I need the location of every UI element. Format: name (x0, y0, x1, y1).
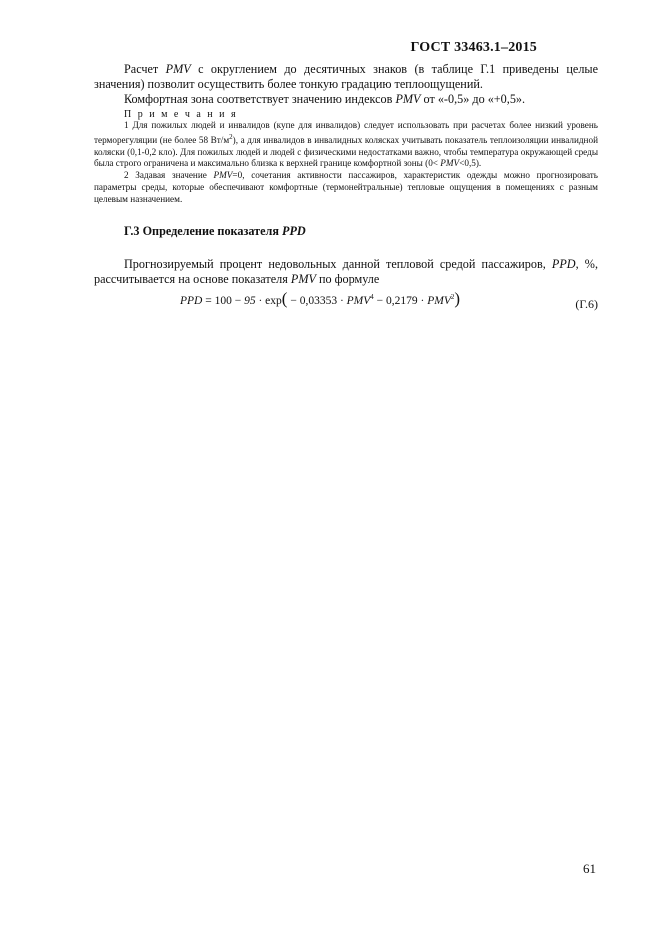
section-heading: Г.3 Определение показателя PPD (124, 223, 306, 238)
note-2: 2 Задавая значение PMV=0, сочетания активности пассажиров, характеристик одежды можно прогнозировать параметры среды, которые обеспечивают комфортные (термонейтральные) тепловые ощущения в помещениях с разным целевым назначением. (94, 170, 599, 204)
notes-title: П р и м е ч а н и я (124, 109, 238, 120)
paragraph-ppd: Прогнозируемый процент недовольных данной тепловой средой пассажиров, PPD, %, рассчитывается на основе показателя PMV по формуле (94, 256, 598, 286)
paragraph-comfort-zone: Комфортная зона соответствует значению индексов PMV от «-0,5» до «+0,5». (124, 92, 526, 106)
page-number: 61 (583, 861, 596, 876)
body-text (94, 62, 598, 309)
formula-ppd: PPD = $100 - 95 \cdot \exp( - 0,03353 \cdot PMV^4 - 0,2179 \cdot PMV^2)$ (180, 288, 461, 308)
formula-row (94, 287, 598, 309)
formula-number: (Г.6) (575, 296, 598, 311)
document-header: ГОСТ 33463.1–2015 (410, 40, 537, 55)
paragraph-pmv-rounding: Расчет PMV с округлением до десятичных знаков (в таблице Г.1 приведены целые значения) позволит осуществить более тонкую градацию теплоощущений. (94, 62, 598, 91)
note-1: 1 Для пожилых людей и инвалидов (купе для инвалидов) следует использовать при расчетах более низкий уровень терморегуляции (не более 58 $Вт/м^2$), а для инвалидов в инвалидных колясках учитывать показатель теплоизоляции инвалидной коляски (0,1-0,2 кло). Для пожилых людей и людей с физическими недостатками важно, чтобы температура окружающей среды была строго ограничена и максимально близка к верхней границе комфортной зоны (0< PMV<0,5). (94, 120, 598, 169)
